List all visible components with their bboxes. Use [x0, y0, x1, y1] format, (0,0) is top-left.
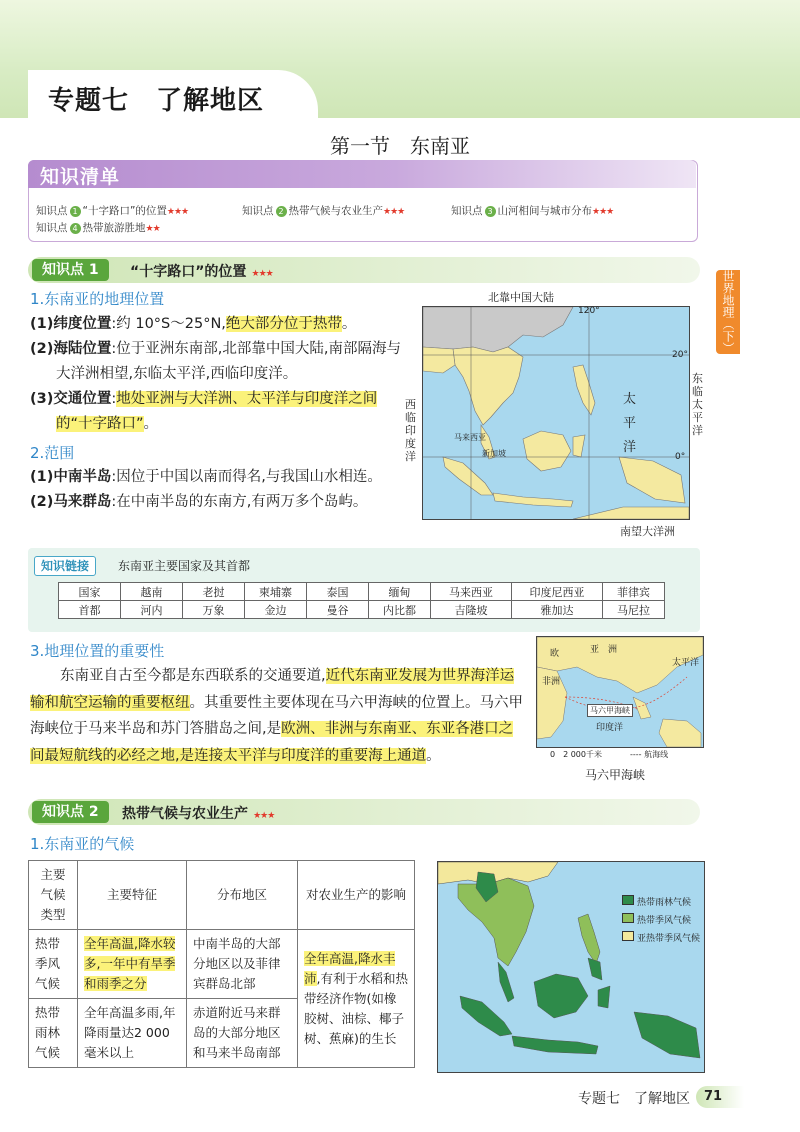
map1-pacific: 太平洋 [623, 392, 637, 455]
p2: (2)海陆位置:位于亚洲东南部,北部靠中国大陆,南部隔海与大洋洲相望,东临太平洋,西临印度洋。 [30, 341, 401, 382]
map1-lon: 120° [578, 306, 600, 316]
legend-item: 热带季风气候 [622, 912, 700, 930]
table-row: 主要气候类型 主要特征 分布地区 对农业生产的影响 [29, 861, 415, 930]
map-climate-types [437, 861, 705, 1073]
footer-chapter: 专题七 了解地区 [578, 1091, 690, 1107]
map2-indian: 印度洋 [596, 723, 624, 733]
kp2-tag: 知识点 2 [32, 801, 109, 823]
map2-caption: 马六甲海峡 [585, 768, 646, 782]
map2-pacific: 太平洋 [672, 658, 700, 668]
table-row: 国家 越南 老挝 柬埔寨 泰国 缅甸 马来西亚 印度尼西亚 菲律宾 [59, 583, 665, 601]
kp1-heading: “十字路口”的位置 ★★★ [130, 264, 273, 280]
s3-body: 东南亚自古至今都是东西联系的交通要道,近代东南亚发展为世界海洋运输和航空运输的重要枢纽。其重要性主要体现在马六甲海峡的位置上。马六甲海峡位于马来半岛和苏门答腊岛之间,是欧洲、非洲与东南亚、东亚各港口之间最短航线的必经之地,是连接太平洋与印度洋的重要海上通道。 [30, 668, 523, 764]
knowledge-item-2: 知识点 2 热带气候与农业生产★★★ [242, 205, 405, 217]
knowledge-item-4: 知识点 4 热带旅游胜地★★ [36, 222, 160, 234]
kp1-s2-heading: 2.范围 [30, 444, 75, 462]
kp1-bar [28, 257, 700, 283]
map1-north-label: 北靠中国大陆 [488, 291, 554, 304]
p1: (1)纬度位置:约 10°S～25°N,绝大部分位于热带。 [30, 316, 357, 332]
knowledge-item-3: 知识点 3 山河相间与城市分布★★★ [451, 205, 614, 217]
table-row: 热带季风气候 全年高温,降水较多,一年中有旱季和雨季之分 中南半岛的大部分地区以及菲律宾群岛北部 全年高温,降水丰沛,有利于水稻和热带经济作物(如橡胶树、油棕、椰子树、蕉麻)的生长 [29, 930, 415, 999]
map1-singapore: 新加坡 [482, 449, 506, 458]
map1-svg [423, 307, 689, 519]
map2-asia: 亚 洲 [590, 645, 618, 655]
kp1-tag: 知识点 1 [32, 259, 109, 281]
legend-item: 亚热带季风气候 [622, 930, 700, 948]
map1-malaysia: 马来西亚 [454, 433, 486, 442]
kp2-heading: 热带气候与农业生产 ★★★ [122, 806, 275, 822]
map1-south-label: 南望大洋洲 [620, 525, 675, 538]
knowledge-item-1: 知识点 1 “十字路口”的位置★★★ [36, 205, 189, 217]
page-number: 71 [696, 1086, 744, 1108]
knowledge-list-header [28, 160, 696, 188]
climate-table [28, 860, 415, 1068]
side-tab: 世界地理（下） [716, 270, 740, 354]
kp1-s2-body [30, 465, 405, 515]
map2-strait-label: 马六甲海峡 [587, 704, 633, 717]
map3-legend [622, 894, 700, 948]
kp1-s1-body [30, 312, 405, 437]
r2: (2)马来群岛:在中南半岛的东南方,有两万多个岛屿。 [30, 494, 368, 510]
map2-route-legend: ---- 航海线 [630, 750, 669, 759]
knowledge-link-tag: 知识链接 [34, 556, 96, 576]
knowledge-link-desc: 东南亚主要国家及其首都 [118, 559, 251, 573]
capitals-table [58, 582, 665, 619]
map-southeast-asia-location [422, 306, 690, 520]
map1-lat20: 20° [672, 350, 688, 360]
kp1-s1-heading: 1.东南亚的地理位置 [30, 290, 165, 308]
map2-scale: 0 2 000千米 [550, 750, 602, 759]
table-row: 热带雨林气候 全年高温多雨,年降雨量达2 000毫米以上 赤道附近马来群岛的大部分地区和马来半岛南部 [29, 999, 415, 1068]
legend-item: 热带雨林气候 [622, 894, 700, 912]
map1-east-label: 东临太平洋 [692, 372, 703, 437]
map2-europe: 欧 [550, 649, 560, 659]
p3: (3)交通位置:地处亚洲与大洋洲、太平洋与印度洋之间的“十字路口”。 [30, 391, 378, 432]
map1-west-label: 西临印度洋 [405, 398, 416, 463]
map1-lat0: 0° [675, 452, 686, 462]
map2-africa: 非洲 [542, 677, 561, 687]
chapter-title: 专题七 了解地区 [48, 86, 265, 116]
kp2-s1-heading: 1.东南亚的气候 [30, 835, 135, 853]
table-row: 首都 河内 万象 金边 曼谷 内比都 吉隆坡 雅加达 马尼拉 [59, 601, 665, 619]
r1: (1)中南半岛:因位于中国以南而得名,与我国山水相连。 [30, 469, 382, 485]
s3-heading: 3.地理位置的重要性 [30, 642, 165, 660]
knowledge-list-title: 知识清单 [40, 166, 121, 188]
section-title: 第一节 东南亚 [330, 134, 470, 158]
